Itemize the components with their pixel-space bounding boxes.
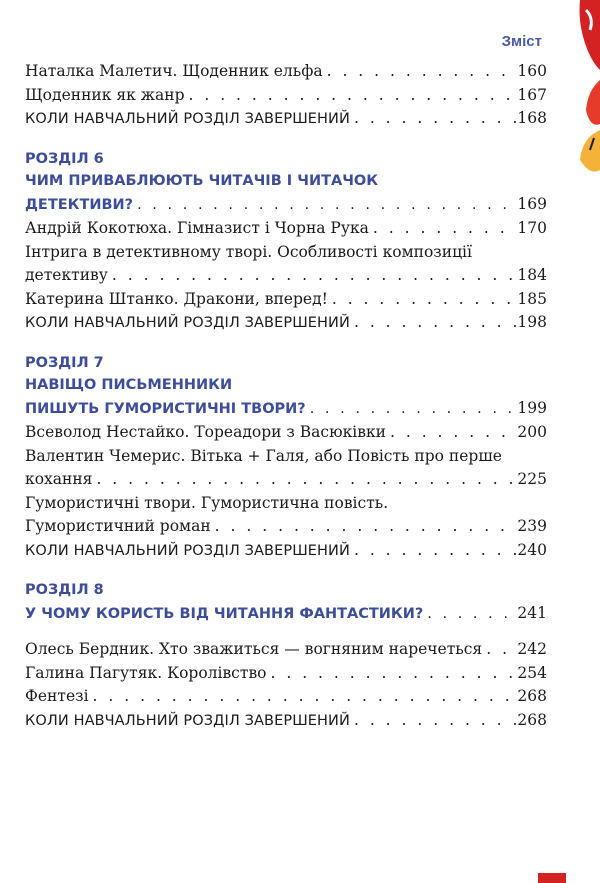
toc-entry[interactable]: Катерина Штанко. Дракони, вперед! . . . 185: [25, 288, 547, 312]
section-label: РОЗДІЛ 8: [25, 582, 104, 598]
toc-entry-summary[interactable]: КОЛИ НАВЧАЛЬНИЙ РОЗДІЛ ЗАВЕРШЕНИЙ . . . 268: [25, 709, 547, 734]
page-number: 168: [517, 109, 547, 127]
page-number: 241: [517, 603, 547, 622]
toc-entry[interactable]: Андрій Кокотюха. Гімназист і Чорна Рука . . . 170: [25, 217, 547, 241]
dot-leader: [423, 603, 517, 627]
dot-leader: [350, 311, 517, 335]
page-number: 200: [517, 423, 547, 441]
page-number: 254: [517, 663, 547, 682]
dot-leader: [323, 60, 518, 84]
page-number: 240: [517, 540, 547, 559]
page-number: 184: [517, 266, 547, 284]
toc-entry-summary[interactable]: КОЛИ НАВЧАЛЬНИЙ РОЗДІЛ ЗАВЕРШЕНИЙ . . . 240: [25, 539, 547, 564]
page-number: 268: [517, 687, 547, 705]
dot-leader: [89, 685, 518, 709]
page-number: 185: [517, 289, 547, 308]
page-number: 239: [517, 517, 547, 535]
dot-leader: [185, 84, 518, 108]
section-title: НАВІЩО ПИСЬМЕННИКИ: [25, 377, 233, 393]
page-number: 160: [517, 62, 547, 80]
table-of-contents: [25, 60, 547, 733]
page-number: 225: [517, 470, 547, 488]
toc-entry-line[interactable]: Валентин Чемерис. Вітька + Галя, або Повість про перше: [25, 446, 502, 465]
section-6: [25, 148, 547, 336]
toc-entry[interactable]: детективу . . . 184: [25, 264, 547, 288]
dot-leader: [92, 468, 517, 492]
toc-entry[interactable]: Щоденник як жанр . . . 167: [25, 84, 547, 108]
section-7: [25, 352, 547, 564]
toc-entry[interactable]: Наталка Малетич. Щоденник ельфа . . . 160: [25, 60, 547, 84]
dot-leader: [386, 421, 517, 445]
dot-leader: [369, 217, 517, 241]
section-title-entry[interactable]: ДЕТЕКТИВИ? . . . 169: [25, 193, 547, 218]
running-header: Зміст: [501, 33, 542, 50]
dot-leader: [350, 539, 517, 563]
page-corner-tab: [538, 873, 566, 883]
dot-leader: [350, 709, 517, 733]
dot-leader: [267, 662, 518, 686]
section-title: ЧИМ ПРИВАБЛЮЮТЬ ЧИТАЧІВ І ЧИТАЧОК: [25, 173, 379, 189]
page-number: 198: [517, 313, 547, 331]
dot-leader: [133, 194, 517, 218]
section-label: РОЗДІЛ 6: [25, 150, 104, 167]
dot-leader: [108, 264, 518, 288]
section-label: РОЗДІЛ 7: [25, 354, 104, 371]
toc-entry-summary[interactable]: КОЛИ НАВЧАЛЬНИЙ РОЗДІЛ ЗАВЕРШЕНИЙ . . . 198: [25, 311, 547, 336]
toc-entry[interactable]: кохання . . . 225: [25, 468, 547, 492]
dot-leader: [482, 638, 517, 662]
toc-entry-line[interactable]: Інтрига в детективному творі. Особливості композиції: [25, 242, 472, 261]
intro-entries: [25, 60, 547, 132]
toc-entry[interactable]: Всеволод Нестайко. Тореадори з Васюківки . . . 200: [25, 421, 547, 445]
section-title-entry[interactable]: ПИШУТЬ ГУМОРИСТИЧНІ ТВОРИ? . . . 199: [25, 397, 547, 422]
dot-leader: [306, 398, 518, 422]
page-number: 170: [517, 219, 547, 237]
page-number: 242: [517, 640, 547, 658]
toc-entry-summary[interactable]: КОЛИ НАВЧАЛЬНИЙ РОЗДІЛ ЗАВЕРШЕНИЙ . . . 168: [25, 107, 547, 132]
toc-entry[interactable]: Фентезі . . . 268: [25, 685, 547, 709]
page-number: 167: [517, 85, 547, 104]
section-8: [25, 579, 547, 733]
page-number: 268: [517, 710, 547, 729]
toc-entry[interactable]: Галина Пагутяк. Королівство . . . 254: [25, 662, 547, 686]
dot-leader: [328, 288, 518, 312]
toc-entry[interactable]: Олесь Бердник. Хто зважиться — вогняним наречеться . . . 242: [25, 638, 547, 662]
page-number: 169: [517, 194, 547, 213]
toc-entry-line[interactable]: Гумористичні твори. Гумористична повість.: [25, 493, 389, 512]
decorative-illustration: [560, 0, 600, 190]
section-title-entry[interactable]: У ЧОМУ КОРИСТЬ ВІД ЧИТАННЯ ФАНТАСТИКИ? . . . 241: [25, 602, 547, 627]
toc-entry[interactable]: Гумористичний роман . . . 239: [25, 515, 547, 539]
dot-leader: [350, 107, 517, 131]
dot-leader: [211, 515, 518, 539]
page-number: 199: [517, 398, 547, 417]
